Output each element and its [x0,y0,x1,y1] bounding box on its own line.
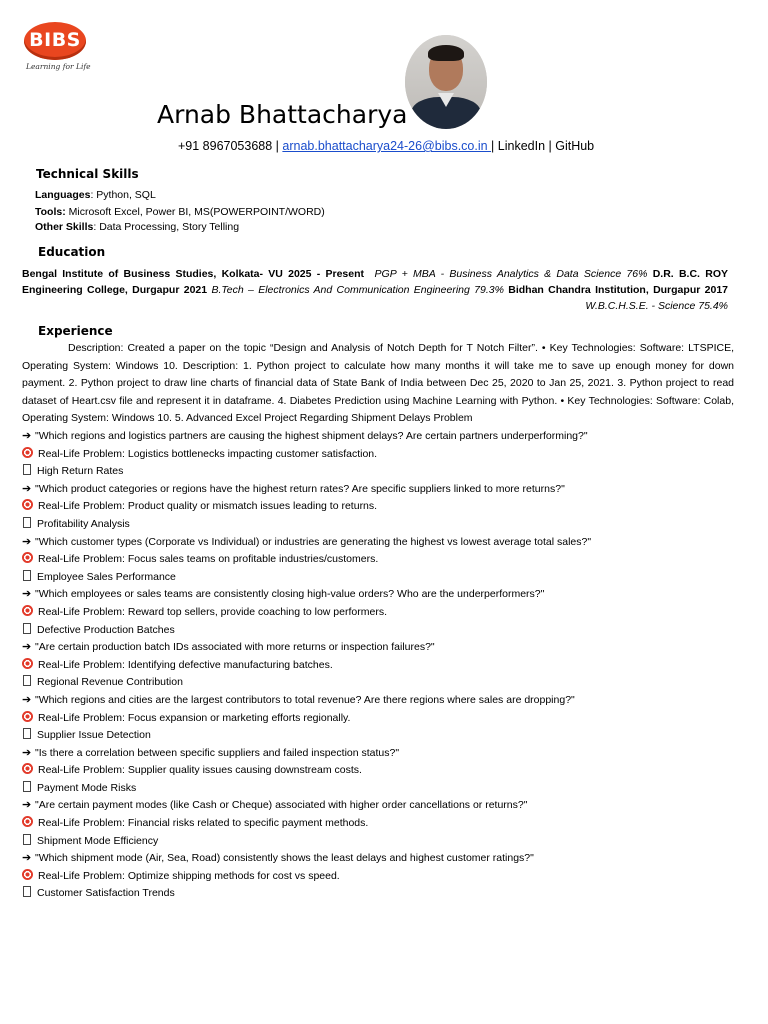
experience-line-target [22,604,742,622]
experience-line-text: "Is there a correlation between specific suppliers and failed inspection status?" [35,746,400,759]
contact-line [178,139,594,153]
arrow-icon: ➔ [22,588,32,601]
experience-line-text: "Which regions and logistics partners are causing the highest shipment delays? Are certain partners underperforming?" [35,430,588,442]
target-icon [22,763,33,774]
missing-glyph-icon [23,728,31,739]
experience-line-text: Real-Life Problem: Logistics bottlenecks impacting customer satisfaction. [38,447,378,460]
experience-line-arrow [22,481,742,499]
profile-links[interactable]: | LinkedIn | GitHub [491,139,595,153]
target-icon [22,816,33,827]
arrow-icon: ➔ [22,799,32,812]
target-icon [22,605,33,616]
experience-line-topic [22,463,742,481]
experience-line-arrow [22,586,742,604]
experience-line-text: Profitability Analysis [37,517,130,530]
experience-line-arrow [22,850,742,868]
experience-line-text: Real-Life Problem: Reward top sellers, provide coaching to low performers. [38,605,387,618]
experience-line-text: "Which regions and cities are the largest contributors to total revenue? Are there regions where sales are dropping?" [35,693,575,706]
experience-line-target [22,551,742,569]
education-heading: Education [38,245,106,259]
experience-line-arrow [22,428,742,446]
experience-line-target [22,446,742,464]
edu-institution-3: Bidhan Chandra Institution, Durgapur 2017 [508,284,728,296]
skill-other: Other Skills: Data Processing, Story Telling [35,221,240,233]
experience-line-text: "Are certain production batch IDs associated with more returns or inspection failures?" [35,641,435,654]
experience-line-topic [22,622,742,640]
skill-languages: Languages: Python, SQL [35,189,156,201]
profile-photo [405,35,487,129]
experience-line-target [22,868,742,886]
experience-line-text: Real-Life Problem: Supplier quality issues causing downstream costs. [38,764,362,777]
experience-line-topic [22,885,742,903]
missing-glyph-icon [23,570,31,581]
experience-description: Description: Created a paper on the topic “Design and Analysis of Notch Depth for T Notch Filter”. • Key Technologies: Software: LTSPICE, Operating System: Windows 10. Description: 1. Python project to calculate how many months it will take me to save up enough money for down payment. 2. Python project to draw line charts of financial data of State Bank of India between Dec 25, 2020 to Jan 25, 2021. 3. Python project to read dataset of Heart.csv file and represent it in dataframe. 4. Diabetes Prediction using Machine Learning with Python. • Key Technologies: Software: Colab, Operating System: Windows 10. 5. Advanced Excel Project Regarding Shipment Delays Problem [22,342,734,425]
arrow-icon: ➔ [22,641,32,654]
experience-line-arrow [22,745,742,763]
experience-line-text: Real-Life Problem: Focus sales teams on profitable industries/customers. [38,553,379,566]
missing-glyph-icon [23,517,31,528]
experience-line-target [22,498,742,516]
experience-line-text: "Which shipment mode (Air, Sea, Road) consistently shows the least delays and highest customer ratings?" [35,852,534,865]
arrow-icon: ➔ [22,482,32,495]
bibs-logo [22,22,92,76]
experience-line-arrow [22,692,742,710]
experience-line-text: Defective Production Batches [37,623,175,636]
target-icon [22,499,33,510]
missing-glyph-icon [23,834,31,845]
missing-glyph-icon [23,886,31,897]
edu-degree-2: B.Tech – Electronics And Communication Engineering 79.3% [211,284,504,296]
arrow-icon: ➔ [22,852,32,865]
target-icon [22,552,33,563]
target-icon [22,447,33,458]
experience-line-text: Real-Life Problem: Optimize shipping methods for cost vs speed. [38,869,340,882]
email-link[interactable]: arnab.bhattacharya24-26@bibs.co.in [282,139,492,153]
experience-line-topic [22,674,742,692]
experience-list [22,428,742,903]
experience-line-text: "Which customer types (Corporate vs Individual) or industries are generating the highest vs lowest average total sales?" [35,535,592,548]
phone-number: +91 8967053688 | [178,139,283,153]
logo-word: BIBS [29,29,81,51]
experience-line-target [22,815,742,833]
experience-line-target [22,762,742,780]
experience-line-text: Regional Revenue Contribution [37,676,183,689]
experience-line-target [22,710,742,728]
target-icon [22,711,33,722]
skill-tools: Tools: Microsoft Excel, Power BI, MS(POWERPOINT/WORD) [35,206,325,218]
missing-glyph-icon [23,464,31,475]
logo-tagline: Learning for Life [26,62,91,71]
arrow-icon: ➔ [22,693,32,706]
experience-line-text: Real-Life Problem: Financial risks related to specific payment methods. [38,817,369,830]
experience-line-target [22,657,742,675]
arrow-icon: ➔ [22,746,32,759]
experience-line-text: Real-Life Problem: Product quality or mismatch issues leading to returns. [38,500,378,513]
missing-glyph-icon [23,623,31,634]
experience-line-arrow [22,534,742,552]
edu-institution-2: D.R. B.C. ROY Engineering College, Durgapur 2021 [22,268,728,296]
experience-line-topic [22,780,742,798]
experience-heading: Experience [38,324,113,338]
candidate-name: Arnab Bhattacharya [157,100,408,129]
experience-line-text: Customer Satisfaction Trends [37,887,175,900]
education-details [22,266,728,314]
target-icon [22,658,33,669]
experience-line-topic [22,516,742,534]
experience-line-arrow [22,797,742,815]
missing-glyph-icon [23,781,31,792]
experience-line-topic [22,727,742,745]
experience-line-text: Shipment Mode Efficiency [37,834,159,847]
experience-line-text: Payment Mode Risks [37,781,137,794]
experience-line-text: "Which product categories or regions have the highest return rates? Are specific suppliers linked to more returns?" [35,482,565,495]
missing-glyph-icon [23,675,31,686]
experience-line-topic [22,833,742,851]
experience-line-arrow [22,639,742,657]
arrow-icon: ➔ [22,535,32,548]
edu-institution-1: Bengal Institute of Business Studies, Kolkata- VU 2025 - Present [22,268,365,280]
experience-line-text: Real-Life Problem: Focus expansion or marketing efforts regionally. [38,711,351,724]
experience-line-text: "Are certain payment modes (like Cash or Cheque) associated with higher order cancellations or returns?" [35,799,528,812]
experience-line-text: Employee Sales Performance [37,570,176,583]
target-icon [22,869,33,880]
experience-line-text: Real-Life Problem: Identifying defective manufacturing batches. [38,658,333,671]
experience-line-text: "Which employees or sales teams are consistently closing high-value orders? Who are the underperformers?" [35,588,545,601]
edu-degree-1: PGP + MBA - Business Analytics & Data Science 76% [374,268,648,280]
arrow-icon: ➔ [22,430,32,442]
technical-skills-heading: Technical Skills [36,167,139,181]
experience-line-topic [22,569,742,587]
experience-line-text: High Return Rates [37,465,124,478]
edu-degree-3: W.B.C.H.S.E. - Science 75.4% [585,300,728,312]
experience-line-text: Supplier Issue Detection [37,729,151,742]
